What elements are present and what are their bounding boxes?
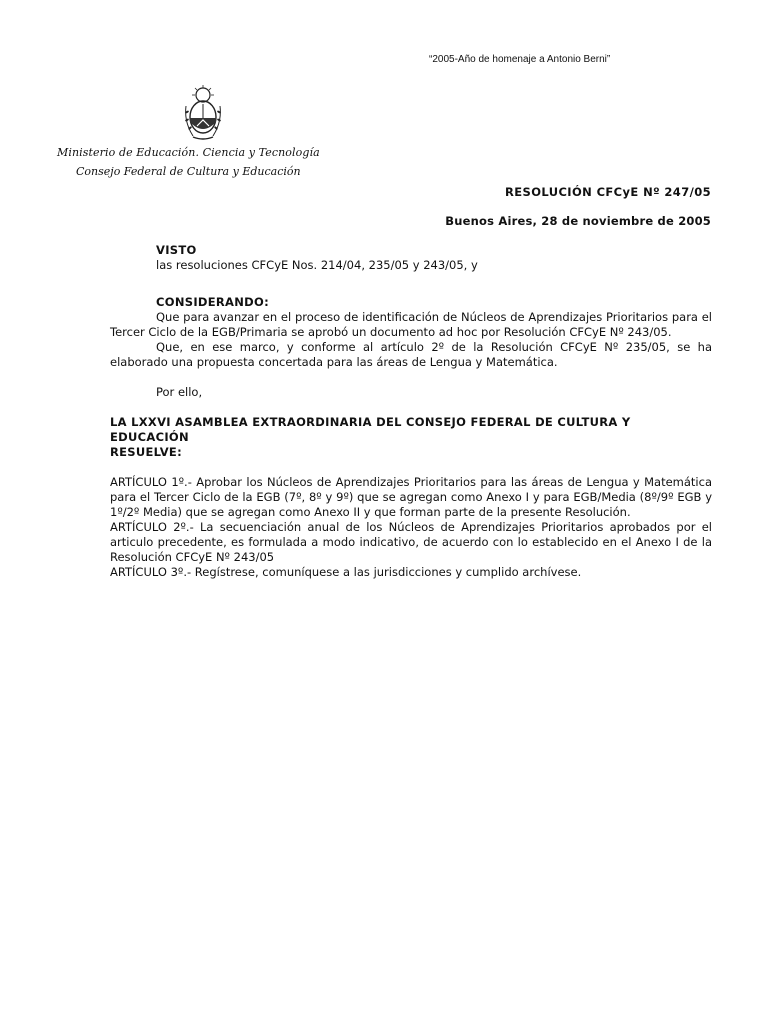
coat-of-arms-icon: [181, 84, 225, 142]
article-2: ARTÍCULO 2º.- La secuenciación anual de los Núcleos de Aprendizajes Prioritarios aprobados por el articulo precedente, es formulada a modo indicativo, de acuerdo con lo establecido en el Anexo I de la Resolución CFCyE Nº 243/05: [110, 520, 712, 564]
motto-text: “2005-Año de homenaje a Antonio Berni”: [429, 54, 611, 65]
considerando-paragraph: Que, en ese marco, y conforme al artículo 2º de la Resolución CFCyE Nº 235/05, se ha elaborado una propuesta concertada para las áreas de Lengua y Matemática.: [110, 340, 712, 369]
resolution-date: Buenos Aires, 28 de noviembre de 2005: [445, 214, 711, 228]
resuelve-heading: RESUELVE:: [110, 445, 182, 459]
considerando-heading: CONSIDERANDO:: [156, 295, 270, 309]
assembly-title: LA LXXVI ASAMBLEA EXTRAORDINARIA DEL CONSEJO FEDERAL DE CULTURA Y EDUCACIÓN: [110, 415, 631, 444]
considerando-paragraph: Que para avanzar en el proceso de identificación de Núcleos de Aprendizajes Prioritarios para el Tercer Ciclo de la EGB/Primaria se aprobó un documento ad hoc por Resolución CFCyE Nº 243/05.: [110, 310, 712, 339]
ministry-name: Ministerio de Educación. Ciencia y Tecnología: [57, 146, 320, 159]
article-3: ARTÍCULO 3º.- Regístrese, comuníquese a las jurisdicciones y cumplido archívese.: [110, 565, 582, 579]
document-body: [110, 243, 712, 580]
por-ello-text: Por ello,: [156, 385, 203, 399]
visto-heading: VISTO: [156, 243, 197, 257]
council-name: Consejo Federal de Cultura y Educación: [76, 165, 301, 178]
article-1: ARTÍCULO 1º.- Aprobar los Núcleos de Aprendizajes Prioritarios para las áreas de Lengua y Matemática para el Tercer Ciclo de la EGB (7º, 8º y 9º) que se agregan como Anexo I y para EGB/Media (8º/9º EGB y 1º/2º Media) que se agregan como Anexo II y que forman parte de la presente Resolución.: [110, 475, 712, 519]
resolution-number: RESOLUCIÓN CFCyE Nº 247/05: [505, 185, 711, 199]
visto-text: las resoluciones CFCyE Nos. 214/04, 235/05 y 243/05, y: [156, 258, 478, 272]
